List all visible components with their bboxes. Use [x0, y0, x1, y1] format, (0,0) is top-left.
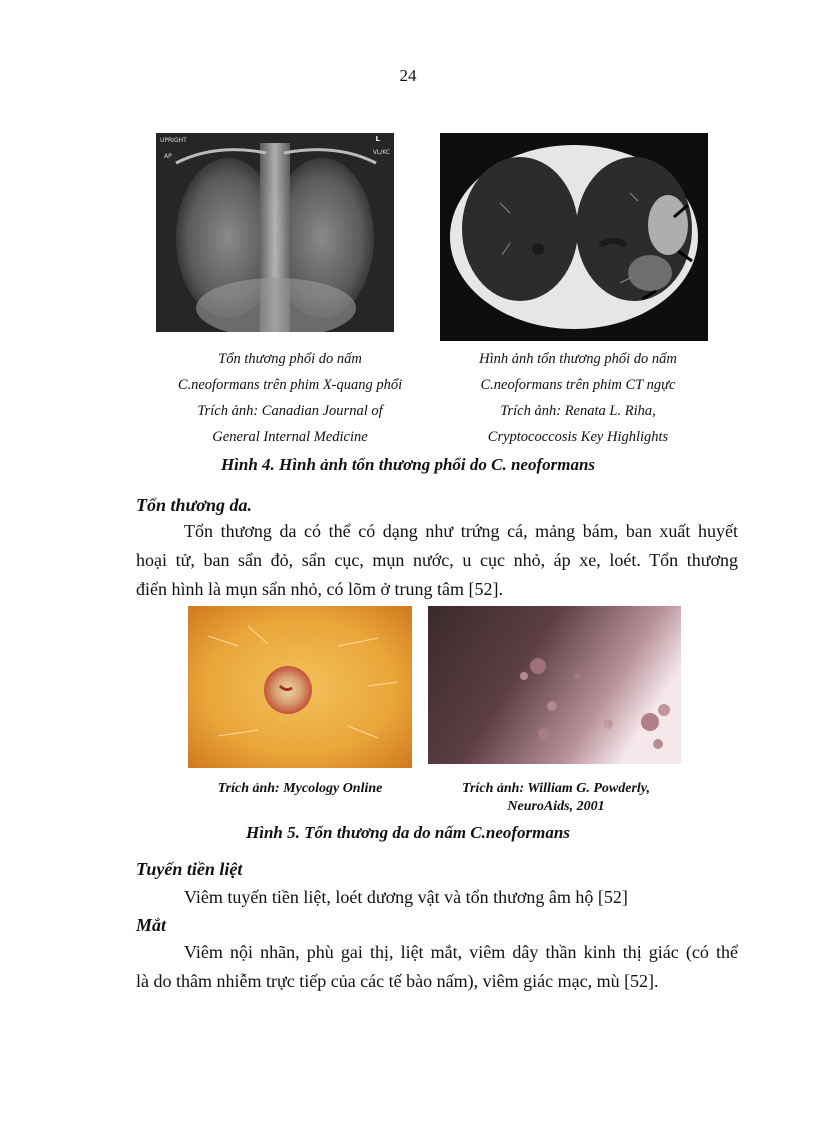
eye-paragraph-line-1: Viêm nội nhãn, phù gai thị, liệt mắt, viêm dây thần kinh thị giác (có thể [184, 942, 738, 962]
caption-line: Trích ảnh: Canadian Journal of [197, 403, 383, 419]
caption-line: C.neoformans trên phim CT ngực [480, 377, 676, 393]
prostate-text: Viêm tuyến tiền liệt, loét dương vật và tổn thương âm hộ [52] [184, 887, 628, 907]
eye-paragraph-line-2: là do thâm nhiễm trực tiếp của các tế bào nấm), viêm giác mạc, mù [52]. [136, 971, 659, 991]
figure4-caption-right [436, 346, 720, 450]
xray-label-l: L [375, 135, 380, 143]
xray-label-upright: UPRIGHT [160, 137, 187, 144]
caption-line: Tổn thương phổi do nấm [218, 351, 362, 367]
caption-line: General Internal Medicine [212, 429, 368, 445]
figure5-caption-left: Trích ảnh: Mycology Online [217, 781, 383, 796]
caption-line: NeuroAids, 2001 [507, 799, 605, 814]
skin-heading: Tổn thương da. [136, 495, 252, 515]
caption-line: Trích ảnh: Renata L. Riha, [500, 403, 656, 419]
figure4-caption-left [140, 346, 440, 450]
figure4-title: Hình 4. Hình ảnh tổn thương phổi do C. neoformans [220, 455, 596, 474]
skin-lesion-graphic-1 [188, 606, 412, 768]
xray-label-ap: AP [164, 153, 172, 160]
page-number: 24 [399, 66, 417, 85]
caption-line: Cryptococcosis Key Highlights [487, 429, 669, 445]
figure5-title: Hình 5. Tổn thương da do nấm C.neoformans [246, 823, 570, 842]
skin-lesion-graphic-2 [428, 606, 681, 764]
skin-lesion-image-1 [188, 606, 412, 768]
caption-line: C.neoformans trên phim X-quang phổi [177, 377, 403, 393]
eye-heading: Mắt [136, 915, 167, 935]
chest-ct-image [440, 133, 708, 341]
caption-line: Hình ảnh tổn thương phổi do nấm [479, 351, 677, 367]
skin-paragraph-line-3: điển hình là mụn sẩn nhỏ, có lõm ở trung tâm [52]. [136, 579, 503, 599]
skin-paragraph-line-1: Tổn thương da có thể có dạng như trứng cá, mảng bám, ban xuất huyết [184, 521, 738, 541]
figure5-caption-right [420, 780, 692, 816]
chest-xray-image [156, 133, 394, 332]
xray-label-vlkc: VL/KC [372, 149, 390, 156]
skin-lesion-image-2 [428, 606, 681, 764]
chest-ct-graphic [440, 133, 708, 341]
caption-line: Trích ảnh: William G. Powderly, [462, 781, 650, 796]
prostate-heading: Tuyến tiền liệt [136, 859, 243, 879]
chest-xray-graphic [156, 133, 394, 332]
skin-paragraph-line-2: hoại tử, ban sẩn đỏ, sẩn cục, mụn nước, u cục nhỏ, áp xe, loét. Tổn thương [136, 550, 738, 570]
